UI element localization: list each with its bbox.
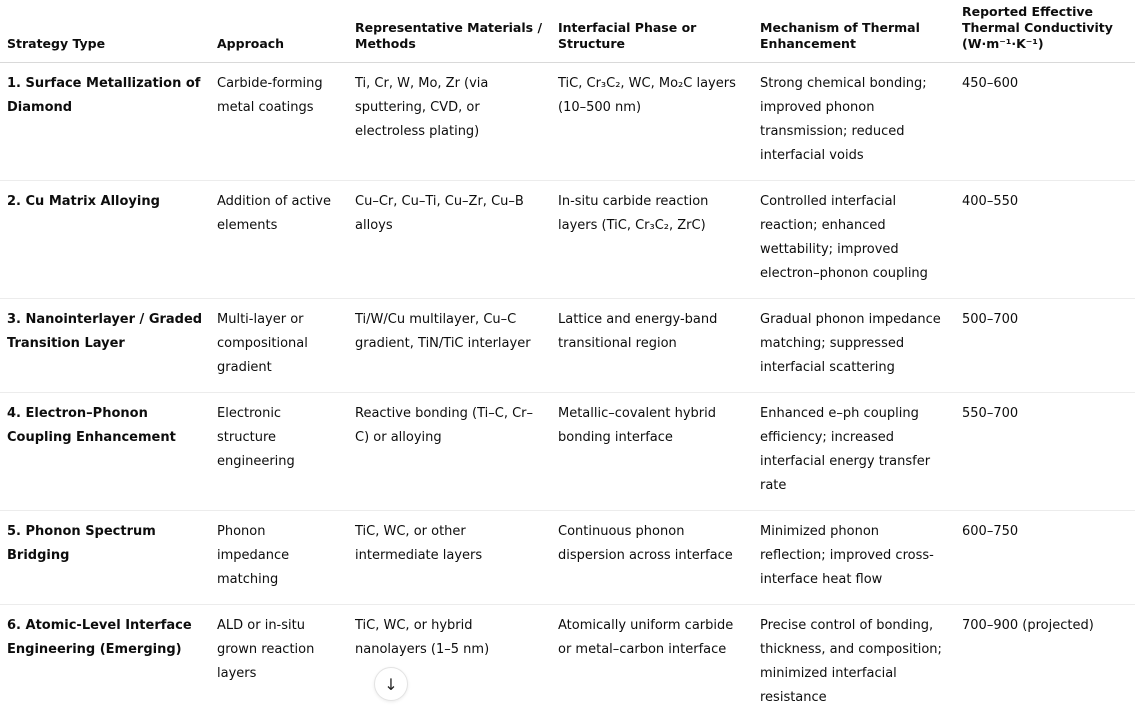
header-materials: Representative Materials / Methods: [348, 0, 551, 63]
cell-interfacial-phase: Continuous phonon dispersion across interface: [551, 511, 753, 605]
cell-materials: Ti, Cr, W, Mo, Zr (via sputtering, CVD, or electroless plating): [348, 63, 551, 181]
cell-strategy-type: 2. Cu Matrix Alloying: [0, 181, 210, 299]
cell-approach: ALD or in-situ grown reaction layers: [210, 605, 348, 722]
cell-materials: TiC, WC, or other intermediate layers: [348, 511, 551, 605]
cell-conductivity: 500–700: [955, 299, 1135, 393]
cell-conductivity: 400–550: [955, 181, 1135, 299]
cell-mechanism: Minimized phonon reflection; improved cross-interface heat flow: [753, 511, 955, 605]
cell-conductivity: 700–900 (projected): [955, 605, 1135, 722]
arrow-down-icon: ↓: [384, 675, 397, 694]
cell-conductivity: 600–750: [955, 511, 1135, 605]
table-row: [0, 299, 1135, 393]
cell-strategy-type: 4. Electron–Phonon Coupling Enhancement: [0, 393, 210, 511]
cell-approach: Addition of active elements: [210, 181, 348, 299]
cell-strategy-type: 3. Nanointerlayer / Graded Transition Layer: [0, 299, 210, 393]
cell-approach: Multi-layer or compositional gradient: [210, 299, 348, 393]
table-row: [0, 605, 1135, 722]
cell-conductivity: 550–700: [955, 393, 1135, 511]
cell-mechanism: Gradual phonon impedance matching; suppressed interfacial scattering: [753, 299, 955, 393]
cell-strategy-type: 5. Phonon Spectrum Bridging: [0, 511, 210, 605]
cell-materials: Reactive bonding (Ti–C, Cr–C) or alloying: [348, 393, 551, 511]
cell-interfacial-phase: Lattice and energy-band transitional region: [551, 299, 753, 393]
header-approach: Approach: [210, 0, 348, 63]
cell-interfacial-phase: Atomically uniform carbide or metal–carbon interface: [551, 605, 753, 722]
header-conductivity: Reported Effective Thermal Conductivity (W·m⁻¹·K⁻¹): [955, 0, 1135, 63]
cell-mechanism: Precise control of bonding, thickness, and composition; minimized interfacial resistance: [753, 605, 955, 722]
cell-strategy-type: 6. Atomic-Level Interface Engineering (Emerging): [0, 605, 210, 722]
cell-strategy-type: 1. Surface Metallization of Diamond: [0, 63, 210, 181]
header-strategy-type: Strategy Type: [0, 0, 210, 63]
cell-approach: Electronic structure engineering: [210, 393, 348, 511]
table-row: [0, 63, 1135, 181]
table-row: [0, 393, 1135, 511]
cell-mechanism: Controlled interfacial reaction; enhanced wettability; improved electron–phonon coupling: [753, 181, 955, 299]
header-mechanism: Mechanism of Thermal Enhancement: [753, 0, 955, 63]
cell-mechanism: Enhanced e–ph coupling efficiency; increased interfacial energy transfer rate: [753, 393, 955, 511]
cell-approach: Phonon impedance matching: [210, 511, 348, 605]
cell-interfacial-phase: Metallic–covalent hybrid bonding interface: [551, 393, 753, 511]
cell-conductivity: 450–600: [955, 63, 1135, 181]
cell-interfacial-phase: In-situ carbide reaction layers (TiC, Cr₃C₂, ZrC): [551, 181, 753, 299]
table-row: [0, 511, 1135, 605]
cell-materials: TiC, WC, or hybrid nanolayers (1–5 nm): [348, 605, 551, 722]
header-interfacial-phase: Interfacial Phase or Structure: [551, 0, 753, 63]
scroll-down-button[interactable]: [374, 667, 408, 701]
cell-mechanism: Strong chemical bonding; improved phonon transmission; reduced interfacial voids: [753, 63, 955, 181]
cell-materials: Cu–Cr, Cu–Ti, Cu–Zr, Cu–B alloys: [348, 181, 551, 299]
table-header-row: [0, 0, 1135, 63]
cell-interfacial-phase: TiC, Cr₃C₂, WC, Mo₂C layers (10–500 nm): [551, 63, 753, 181]
cell-materials: Ti/W/Cu multilayer, Cu–C gradient, TiN/TiC interlayer: [348, 299, 551, 393]
cell-approach: Carbide-forming metal coatings: [210, 63, 348, 181]
table-row: [0, 181, 1135, 299]
